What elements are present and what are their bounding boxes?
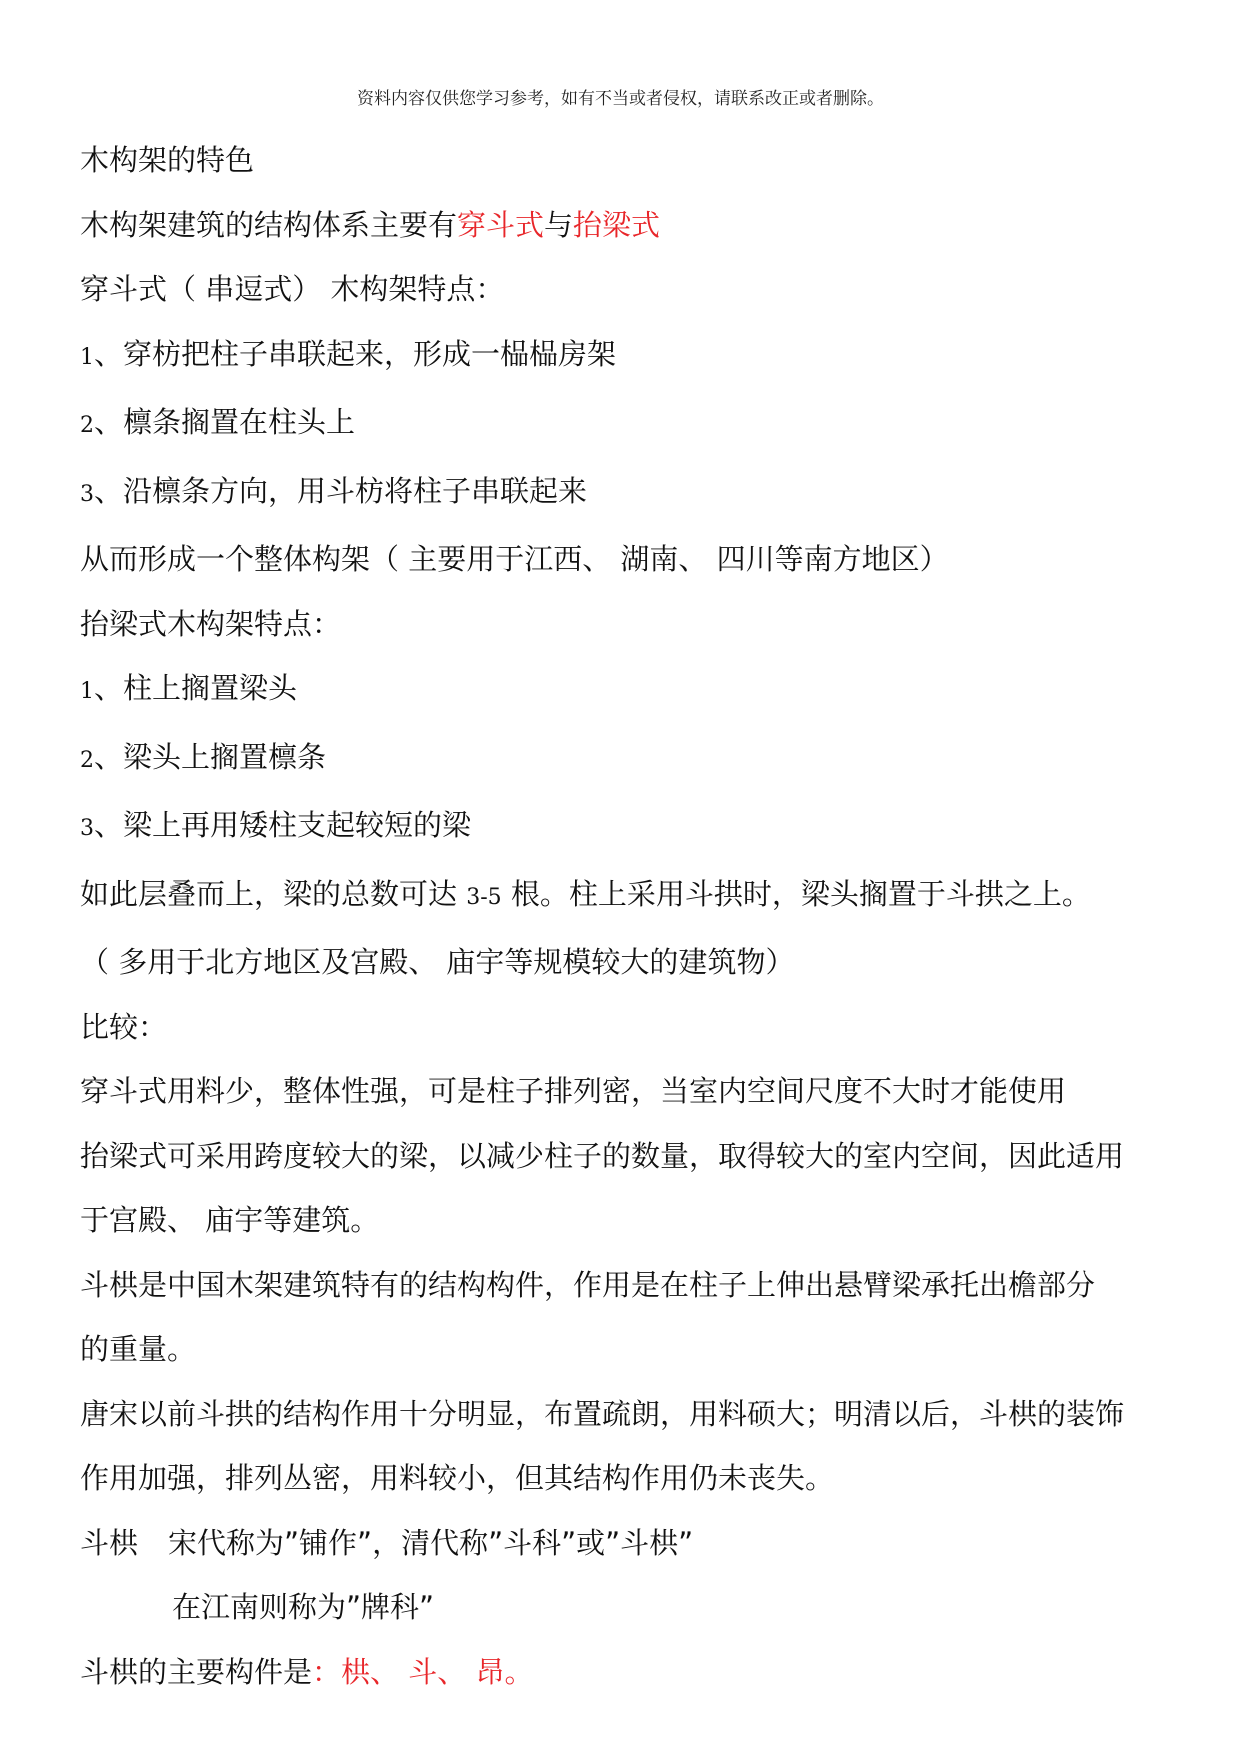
dougong-definition-cont: 的重量。: [80, 1332, 197, 1366]
list-number: 3: [80, 816, 94, 841]
highlight-chuandou: 穿斗式: [457, 207, 545, 242]
dougong-history-cont: 作用加强，排列丛密，用料较小，但其结构作用仍未丧失。: [80, 1461, 835, 1495]
chuandou-heading: 穿斗式（ 串逗式） 木构架特点：: [80, 272, 505, 306]
tailiang-point-3: [80, 793, 1170, 862]
highlight-tailiang: 抬梁式: [573, 207, 661, 242]
list-text: 、柱上搁置梁头: [94, 671, 298, 705]
chuandou-point-2: [80, 390, 1170, 459]
text: 斗栱的主要构件是: [80, 1654, 313, 1689]
text: 如此层叠而上，梁的总数可达: [80, 876, 467, 911]
chuandou-point-3: [80, 459, 1170, 528]
structure-systems-line: [80, 193, 1170, 258]
chuandou-summary: 从而形成一个整体构架（ 主要用于江西、 湖南、 四川等南方地区）: [80, 542, 949, 576]
list-text: 、穿枋把柱子串联起来，形成一榀榀房架: [94, 336, 617, 371]
list-number: 2: [80, 747, 94, 773]
comparison-heading: 比较：: [80, 1009, 168, 1044]
list-number: 1: [80, 344, 94, 370]
text: 与: [544, 207, 574, 242]
tailiang-usage: （ 多用于北方地区及宫殿、 庙宇等规模较大的建筑物）: [80, 945, 795, 979]
dougong-definition: 斗栱是中国木架建筑特有的结构构件，作用是在柱子上伸出悬臂梁承托出檐部分: [80, 1267, 1096, 1302]
tailiang-summary: [80, 862, 1170, 931]
beam-count: 3-5: [466, 884, 502, 910]
comparison-tailiang: 抬梁式可采用跨度较大的梁，以减少柱子的数量，取得较大的室内空间，因此适用: [80, 1138, 1125, 1173]
page-header-disclaimer: 资料内容仅供您学习参考，如有不当或者侵权，请联系改正或者删除。: [357, 89, 884, 109]
list-text: 、梁上再用矮柱支起较短的梁: [94, 808, 472, 842]
comparison-chuandou: 穿斗式用料少，整体性强，可是柱子排列密，当室内空间尺度不大时才能使用: [80, 1074, 1067, 1108]
dougong-names-jiangnan: 在江南则称为”牌科”: [172, 1590, 435, 1624]
tailiang-heading: 抬梁式木构架特点：: [80, 606, 342, 641]
term: 斗栱: [80, 1525, 139, 1560]
list-number: 2: [80, 413, 94, 438]
list-number: 1: [80, 679, 94, 704]
highlight-components: ：栱、 斗、 昂。: [312, 1654, 534, 1689]
chuandou-point-1: [80, 322, 1170, 391]
section-title: 木构架的特色: [80, 143, 255, 177]
tailiang-point-1: [80, 656, 1170, 725]
document-body: [80, 128, 1170, 1704]
text: 木构架建筑的结构体系主要有: [80, 207, 458, 242]
text: 宋代称为”铺作”，清代称”斗科”或”斗栱”: [168, 1525, 694, 1560]
list-number: 3: [80, 481, 94, 507]
dougong-names: [80, 1511, 1170, 1576]
comparison-tailiang-cont: 于宫殿、 庙宇等建筑。: [80, 1203, 380, 1237]
list-text: 、檩条搁置在柱头上: [94, 405, 356, 439]
dougong-history: 唐宋以前斗拱的结构作用十分明显，布置疏朗，用料硕大；明清以后，斗栱的装饰: [80, 1396, 1125, 1431]
dougong-components: [80, 1640, 1170, 1705]
tailiang-point-2: [80, 725, 1170, 794]
list-text: 、沿檩条方向，用斗枋将柱子串联起来: [94, 473, 588, 508]
text: 根。柱上采用斗拱时，梁头搁置于斗拱之上。: [501, 876, 1091, 911]
list-text: 、梁头上搁置檩条: [94, 739, 327, 774]
